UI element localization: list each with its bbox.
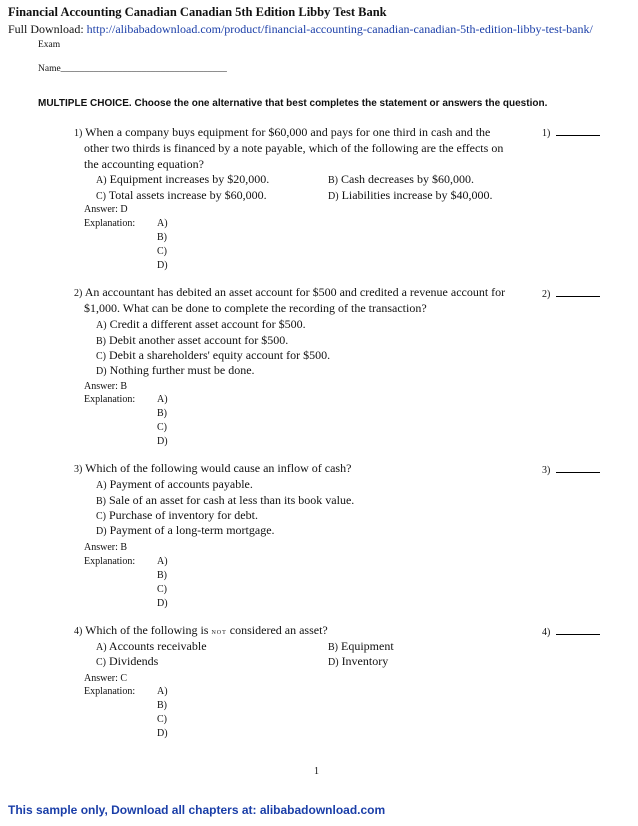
option-d[interactable]: [96, 522, 275, 540]
question-number: 1): [74, 128, 83, 139]
expl-b: B): [157, 570, 167, 581]
option-text: Credit a different asset account for $500.: [109, 317, 306, 331]
option-text: Dividends: [109, 654, 159, 668]
option-text: Inventory: [341, 654, 389, 668]
option-letter: A): [96, 642, 107, 653]
option-text: Payment of a long-term mortgage.: [109, 523, 275, 537]
answer-line: Answer: B: [84, 542, 128, 553]
answer-line: Answer: C: [84, 673, 128, 684]
answer-blank-2[interactable]: [542, 286, 600, 302]
option-letter: D): [328, 191, 339, 202]
option-d[interactable]: [328, 187, 493, 205]
blank-number: 2): [542, 289, 551, 300]
question-number: 3): [74, 464, 83, 475]
answer-blank-1[interactable]: [542, 125, 600, 141]
blank-line: [556, 286, 600, 297]
explanation-label: Explanation:: [84, 556, 136, 567]
option-letter: D): [96, 526, 107, 537]
expl-b: B): [157, 700, 167, 711]
question-text-cont: $1,000. What can be done to complete the recording of the transaction?: [84, 301, 427, 315]
download-link[interactable]: http://alibabadownload.com/product/financial-accounting-canadian-canadian-5th-edition-libby-test-bank/: [86, 22, 593, 36]
option-text: Purchase of inventory for debt.: [109, 508, 258, 522]
option-text: Sale of an asset for cash at less than its book value.: [109, 493, 355, 507]
answer-line: Answer: D: [84, 204, 128, 215]
blank-number: 4): [542, 627, 551, 638]
question-text-cont: the accounting equation?: [84, 157, 204, 171]
download-prefix: Full Download:: [8, 22, 84, 36]
download-line: [8, 22, 593, 37]
question-text: Which of the following would cause an inflow of cash?: [85, 461, 352, 475]
question-number: 4): [74, 626, 83, 637]
question-text-end: considered an asset?: [229, 623, 328, 637]
explanation-label: Explanation:: [84, 218, 136, 229]
question-text: Which of the following is: [85, 623, 209, 637]
expl-c: C): [157, 422, 167, 433]
expl-d: D): [157, 728, 168, 739]
option-d[interactable]: [96, 362, 255, 380]
expl-d: D): [157, 260, 168, 271]
option-letter: B): [96, 496, 106, 507]
option-letter: D): [328, 657, 339, 668]
option-text: Liabilities increase by $40,000.: [341, 188, 493, 202]
blank-number: 1): [542, 128, 551, 139]
option-letter: C): [96, 657, 106, 668]
document-title: Financial Accounting Canadian Canadian 5th Edition Libby Test Bank: [8, 5, 387, 19]
option-text: Cash decreases by $60,000.: [341, 172, 474, 186]
expl-a: A): [157, 394, 168, 405]
question-text-cont: other two thirds is financed by a note payable, which of the following are the effects on: [84, 141, 504, 155]
option-letter: B): [328, 642, 338, 653]
expl-a: A): [157, 686, 168, 697]
explanation-label: Explanation:: [84, 394, 136, 405]
question-text: An accountant has debited an asset account for $500 and credited a revenue account for: [84, 285, 506, 299]
option-text: Debit another asset account for $500.: [109, 333, 289, 347]
option-letter: A): [96, 480, 107, 491]
name-field[interactable]: Name___________________________________: [38, 64, 227, 74]
question-number: 2): [74, 288, 83, 299]
expl-a: A): [157, 556, 168, 567]
footer-notice[interactable]: This sample only, Download all chapters at: alibabadownload.com: [8, 803, 386, 817]
expl-a: A): [157, 218, 168, 229]
page-number: 1: [314, 766, 319, 777]
option-text: Equipment: [341, 639, 394, 653]
answer-line: Answer: B: [84, 381, 128, 392]
blank-number: 3): [542, 465, 551, 476]
answer-blank-4[interactable]: [542, 624, 600, 640]
question-emphasis-not: NOT: [211, 630, 227, 636]
option-text: Payment of accounts payable.: [109, 477, 253, 491]
option-text: Debit a shareholders' equity account for $500.: [109, 348, 331, 362]
option-letter: A): [96, 320, 107, 331]
option-letter: B): [328, 175, 338, 186]
option-letter: C): [96, 351, 106, 362]
expl-c: C): [157, 584, 167, 595]
option-letter: D): [96, 366, 107, 377]
expl-c: C): [157, 714, 167, 725]
option-text: Total assets increase by $60,000.: [108, 188, 267, 202]
option-letter: A): [96, 175, 107, 186]
option-letter: C): [96, 511, 106, 522]
expl-b: B): [157, 232, 167, 243]
expl-d: D): [157, 436, 168, 447]
expl-c: C): [157, 246, 167, 257]
exam-label: Exam: [38, 40, 61, 50]
option-c[interactable]: [96, 653, 158, 671]
blank-line: [556, 125, 600, 136]
blank-line: [556, 624, 600, 635]
option-text: Accounts receivable: [108, 639, 207, 653]
question-text: When a company buys equipment for $60,000 and pays for one third in cash and the: [85, 125, 491, 139]
expl-b: B): [157, 408, 167, 419]
option-d[interactable]: [328, 653, 388, 671]
explanation-label: Explanation:: [84, 686, 136, 697]
answer-blank-3[interactable]: [542, 462, 600, 478]
expl-d: D): [157, 598, 168, 609]
option-letter: B): [96, 336, 106, 347]
instructions: MULTIPLE CHOICE. Choose the one alternative that best completes the statement or answers the question.: [38, 98, 548, 109]
option-text: Nothing further must be done.: [109, 363, 255, 377]
option-text: Equipment increases by $20,000.: [109, 172, 270, 186]
blank-line: [556, 462, 600, 473]
option-letter: C): [96, 191, 106, 202]
